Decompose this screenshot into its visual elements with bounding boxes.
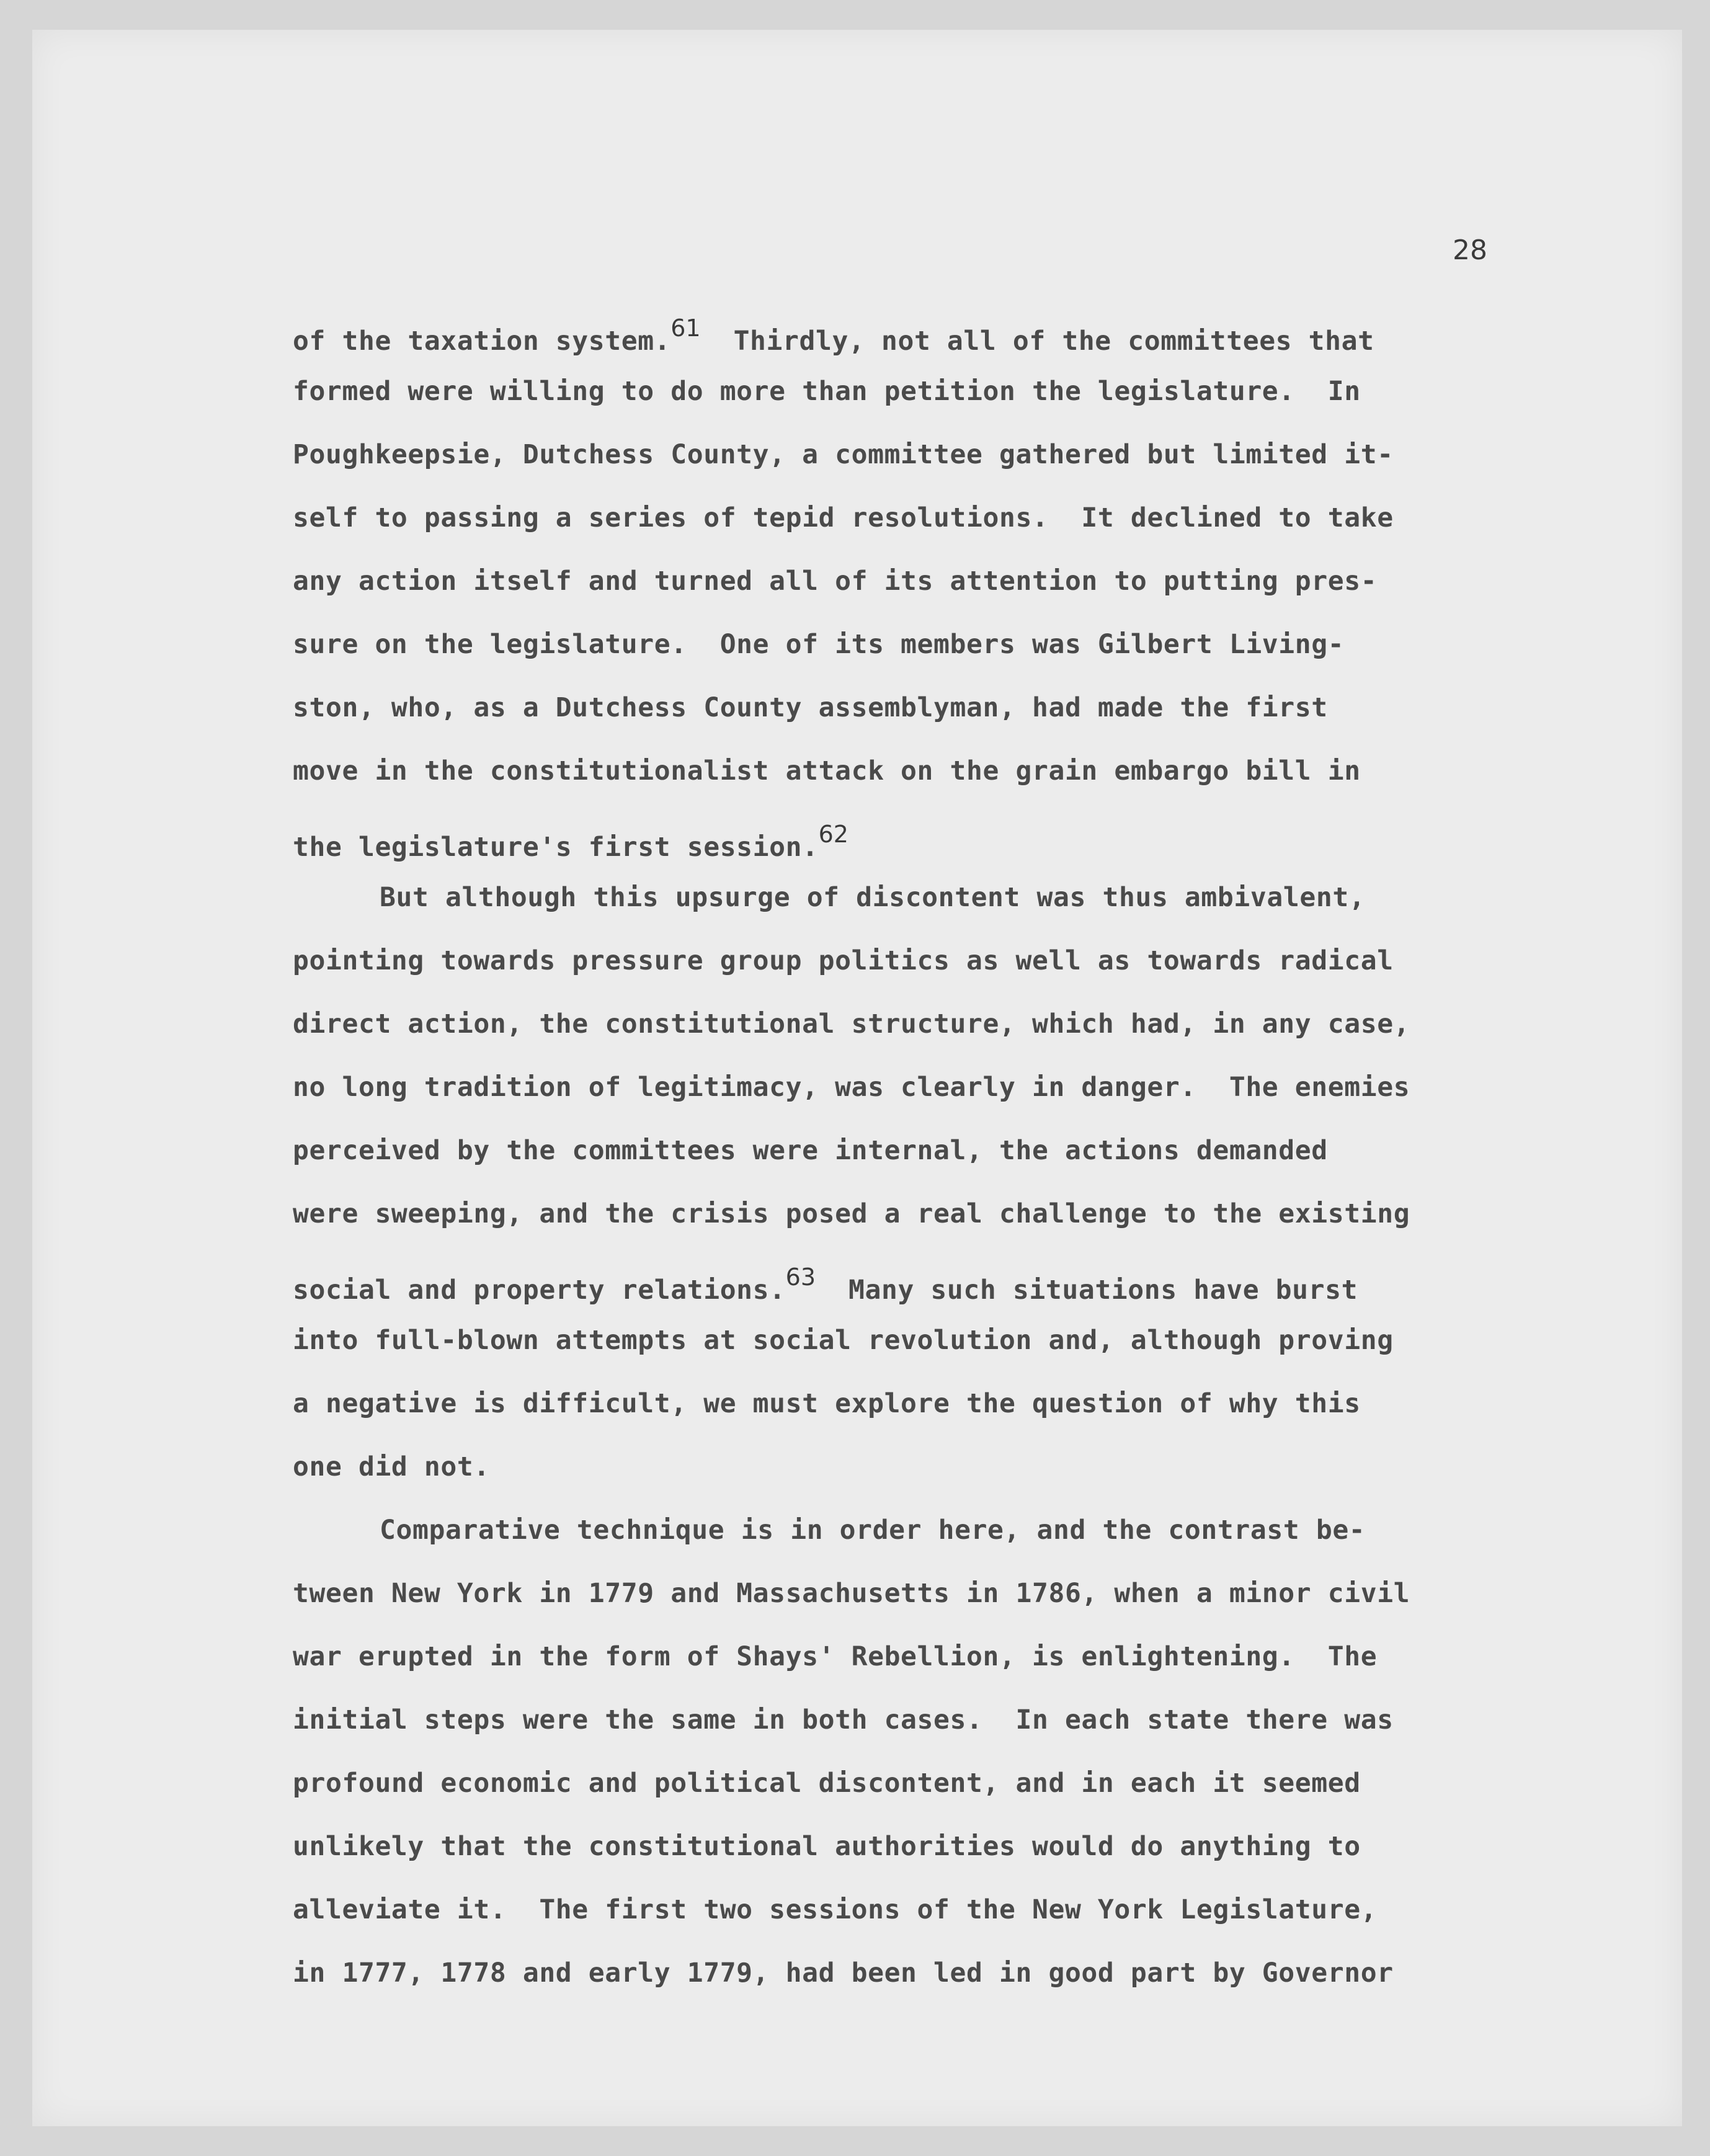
text-line: direct action, the constitutional structure, which had, in any case, (293, 1009, 1410, 1040)
text-line: into full-blown attempts at social revolution and, although proving (293, 1325, 1394, 1356)
body-text (293, 296, 1484, 2005)
footnote-marker: 61 (670, 314, 701, 342)
text-line: Poughkeepsie, Dutchess County, a committee gathered but limited it- (293, 439, 1394, 470)
text-line: of the taxation system.61 Thirdly, not all of the committees that (293, 314, 1374, 357)
text-line: no long tradition of legitimacy, was clearly in danger. The enemies (293, 1072, 1410, 1103)
document-page (32, 30, 1682, 2126)
text-line: alleviate it. The first two sessions of the New York Legislature, (293, 1894, 1378, 1925)
text-line: social and property relations.63 Many such situations have burst (293, 1263, 1358, 1306)
text-line: one did not. (293, 1451, 490, 1482)
text-line: self to passing a series of tepid resolutions. It declined to take (293, 502, 1394, 533)
text-line: the legislature's first session.62 (293, 821, 848, 863)
text-line: But although this upsurge of discontent was thus ambivalent, (380, 882, 1366, 913)
text-line: unlikely that the constitutional authorities would do anything to (293, 1831, 1361, 1862)
text-line: in 1777, 1778 and early 1779, had been led in good part by Governor (293, 1958, 1394, 1989)
text-line: profound economic and political discontent, and in each it seemed (293, 1768, 1361, 1799)
text-line: tween New York in 1779 and Massachusetts in 1786, when a minor civil (293, 1578, 1410, 1609)
text-line: sure on the legislature. One of its members was Gilbert Living- (293, 629, 1345, 660)
text-line: Comparative technique is in order here, and the contrast be- (380, 1515, 1366, 1546)
text-line: ston, who, as a Dutchess County assemblyman, had made the first (293, 692, 1328, 723)
page-number: 28 (1453, 234, 1487, 266)
text-line: any action itself and turned all of its attention to putting pres- (293, 566, 1378, 597)
footnote-marker: 62 (818, 821, 848, 848)
text-line: were sweeping, and the crisis posed a real challenge to the existing (293, 1198, 1410, 1229)
text-line: initial steps were the same in both cases. In each state there was (293, 1704, 1394, 1735)
text-line: pointing towards pressure group politics as well as towards radical (293, 945, 1394, 976)
footnote-marker: 63 (785, 1263, 816, 1291)
text-line: a negative is difficult, we must explore the question of why this (293, 1388, 1361, 1419)
text-line: perceived by the committees were internal, the actions demanded (293, 1135, 1328, 1166)
text-line: formed were willing to do more than petition the legislature. In (293, 376, 1361, 407)
text-line: move in the constitutionalist attack on the grain embargo bill in (293, 755, 1361, 786)
text-line: war erupted in the form of Shays' Rebellion, is enlightening. The (293, 1641, 1378, 1672)
